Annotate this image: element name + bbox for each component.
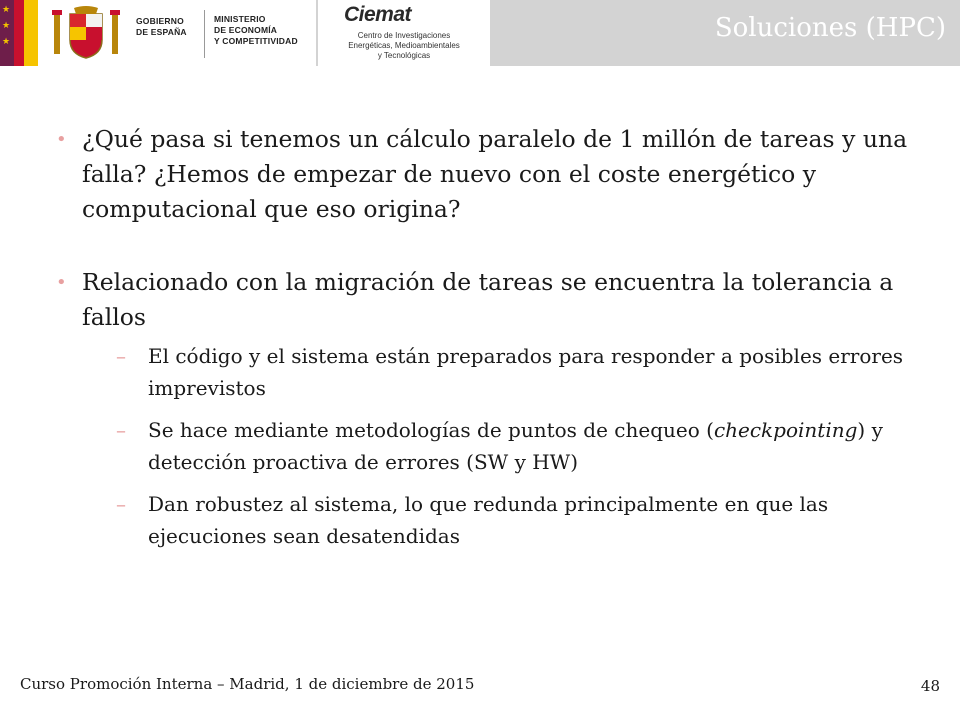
logo-divider <box>204 10 205 58</box>
checkpointing-term: checkpointing <box>713 418 858 442</box>
sub-bullet-text: Se hace mediante metodologías de puntos de chequeo ( <box>148 418 714 442</box>
ciemat-logo <box>318 0 490 66</box>
bullet-text: Relacionado con la migración de tareas se encuentra la tolerancia a fallos <box>82 268 894 331</box>
sub-bullet-text: ) y detección proactiva de errores (SW y HW) <box>148 418 883 474</box>
ciemat-wordmark: Ciemat <box>344 3 412 26</box>
bullet-item <box>56 122 926 227</box>
bullet-text: ¿Qué pasa si tenemos un cálculo paralelo de 1 millón de tareas y una falla? ¿Hemos de empezar de nuevo con el coste energético y computacional que eso origina? <box>82 125 908 223</box>
eu-flag-strip <box>0 0 14 66</box>
page-number: 48 <box>920 677 940 695</box>
sub-bullet-item <box>82 414 926 478</box>
dash-icon: – <box>116 492 126 516</box>
header-band <box>0 0 960 66</box>
sub-bullet-list <box>82 340 926 552</box>
slide-content <box>56 122 926 552</box>
bullet-item <box>56 265 926 552</box>
gobierno-logo <box>14 0 316 66</box>
dash-icon: – <box>116 344 126 368</box>
star-icon: ★ <box>2 37 11 47</box>
sub-bullet-item <box>82 488 926 552</box>
bullet-icon: • <box>56 272 67 293</box>
ministerio-label: MINISTERIO DE ECONOMÍA Y COMPETITIVIDAD <box>214 14 298 46</box>
star-icon: ★ <box>2 21 11 31</box>
footer-text: Curso Promoción Interna – Madrid, 1 de diciembre de 2015 <box>20 675 475 693</box>
star-icon: ★ <box>2 5 11 15</box>
dash-icon: – <box>116 418 126 442</box>
sub-bullet-text: Dan robustez al sistema, lo que redunda principalmente en que las ejecuciones sean desatendidas <box>148 492 829 548</box>
sub-bullet-text: El código y el sistema están preparados para responder a posibles errores imprevistos <box>148 344 904 400</box>
bullet-icon: • <box>56 129 67 150</box>
slide-title: Soluciones (HPC) <box>714 13 946 43</box>
gobierno-label: GOBIERNO DE ESPAÑA <box>136 16 187 37</box>
spain-flag-yellow <box>24 0 38 66</box>
coat-of-arms-icon <box>46 6 126 62</box>
spain-flag-red <box>14 0 24 66</box>
sub-bullet-item <box>82 340 926 404</box>
ciemat-subtitle: Centro de Investigaciones Energéticas, Medioambientales y Tecnológicas <box>348 31 460 60</box>
